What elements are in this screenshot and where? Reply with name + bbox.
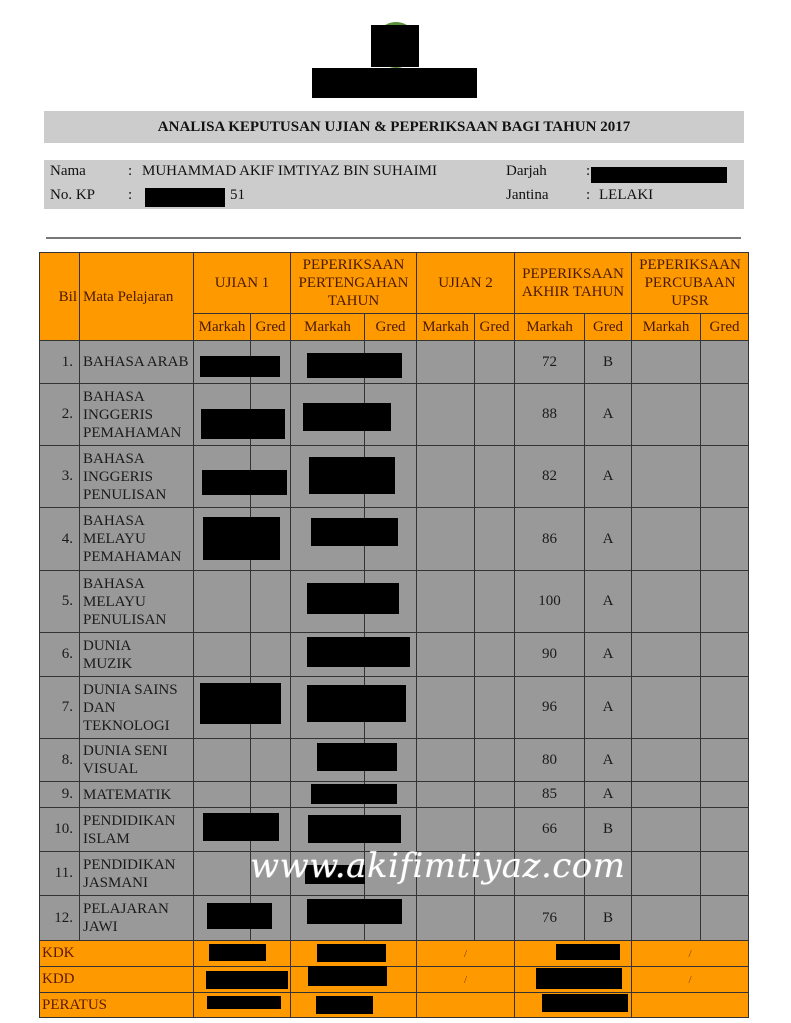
- col-bil: Bil: [40, 253, 80, 341]
- watermark: www.akifimtiyaz.com: [250, 846, 626, 886]
- footer-label: PERATUS: [40, 993, 194, 1018]
- akhir-markah: 82: [515, 446, 585, 508]
- sub-markah: Markah: [632, 314, 701, 341]
- row-bil: 4.: [40, 508, 80, 571]
- row-bil: 5.: [40, 571, 80, 633]
- row-subject: DUNIA MUZIK: [80, 633, 194, 677]
- akhir-markah: 96: [515, 677, 585, 739]
- col-percubaan: PEPERIKSAAN PERCUBAAN UPSR: [632, 253, 749, 314]
- akhir-markah: 86: [515, 508, 585, 571]
- sub-gred: Gred: [251, 314, 291, 341]
- redaction: [317, 944, 386, 962]
- row-subject: DUNIA SAINS DAN TEKNOLOGI: [80, 677, 194, 739]
- col-akhir: PEPERIKSAAN AKHIR TAHUN: [515, 253, 632, 314]
- row-subject: BAHASA MELAYU PENULISAN: [80, 571, 194, 633]
- footer-row-peratus: [40, 993, 749, 1018]
- redaction: [203, 517, 280, 560]
- redaction: [317, 743, 397, 771]
- sub-gred: Gred: [475, 314, 515, 341]
- redaction: [209, 944, 266, 961]
- row-bil: 2.: [40, 384, 80, 446]
- divider: [46, 237, 741, 239]
- akhir-markah: 76: [515, 896, 585, 941]
- nokp-value-visible: 51: [230, 187, 245, 203]
- redaction: [311, 784, 397, 804]
- upsr-value: /: [632, 967, 749, 993]
- row-subject: MATEMATIK: [80, 782, 194, 808]
- redaction: [206, 971, 288, 989]
- sub-gred: Gred: [701, 314, 749, 341]
- redaction: [308, 966, 387, 986]
- row-subject: DUNIA SENI VISUAL: [80, 739, 194, 782]
- row-bil: 10.: [40, 808, 80, 852]
- redaction: [207, 996, 281, 1009]
- akhir-gred: A: [585, 633, 632, 677]
- akhir-markah: 66: [515, 808, 585, 852]
- akhir-gred: A: [585, 739, 632, 782]
- upsr-value: /: [632, 941, 749, 967]
- row-bil: 3.: [40, 446, 80, 508]
- jantina-value: LELAKI: [599, 187, 654, 203]
- akhir-gred: A: [585, 571, 632, 633]
- akhir-markah: 72: [515, 341, 585, 384]
- redaction: [307, 583, 399, 614]
- akhir-markah: 90: [515, 633, 585, 677]
- ujian2-value: /: [417, 941, 515, 967]
- sub-markah: Markah: [291, 314, 365, 341]
- redaction: [307, 685, 406, 722]
- nokp-redaction: [145, 188, 225, 207]
- footer-row-kdd: [40, 967, 749, 993]
- nokp-label: No. KP: [50, 187, 96, 203]
- akhir-gred: B: [585, 896, 632, 941]
- row-bil: 9.: [40, 782, 80, 808]
- row-subject: PENDIDIKAN ISLAM: [80, 808, 194, 852]
- footer-label: KDD: [40, 967, 194, 993]
- akhir-gred: A: [585, 384, 632, 446]
- col-ujian2: UJIAN 2: [417, 253, 515, 314]
- row-subject: BAHASA INGGERIS PENULISAN: [80, 446, 194, 508]
- sub-gred: Gred: [365, 314, 417, 341]
- redaction: [203, 813, 279, 841]
- row-bil: 1.: [40, 341, 80, 384]
- darjah-sep: :: [586, 163, 591, 179]
- redaction: [542, 994, 628, 1012]
- school-name-redaction: [312, 68, 477, 98]
- col-ujian1: UJIAN 1: [194, 253, 291, 314]
- nokp-sep: :: [128, 187, 133, 203]
- nama-value: MUHAMMAD AKIF IMTIYAZ BIN SUHAIMI: [142, 163, 438, 179]
- redaction: [307, 353, 402, 378]
- ujian2-value: /: [417, 967, 515, 993]
- akhir-markah: 85: [515, 782, 585, 808]
- sub-gred: Gred: [585, 314, 632, 341]
- darjah-redaction: [591, 167, 727, 183]
- nama-label: Nama: [50, 163, 86, 179]
- akhir-markah: 88: [515, 384, 585, 446]
- ujian2-value: [417, 993, 515, 1018]
- col-pertengahan: PEPERIKSAAN PERTENGAHAN TAHUN: [291, 253, 417, 314]
- footer-row-kdk: [40, 941, 749, 967]
- redaction: [556, 944, 620, 960]
- jantina-label: Jantina: [506, 187, 549, 203]
- akhir-gred: A: [585, 446, 632, 508]
- akhir-gred: A: [585, 508, 632, 571]
- redaction: [536, 968, 622, 989]
- redaction: [309, 457, 395, 494]
- row-bil: 12.: [40, 896, 80, 941]
- akhir-markah: 80: [515, 739, 585, 782]
- row-subject: BAHASA ARAB: [80, 341, 194, 384]
- darjah-label: Darjah: [506, 163, 547, 179]
- upsr-value: [632, 993, 749, 1018]
- redaction: [200, 683, 281, 724]
- redaction: [200, 356, 280, 377]
- akhir-gred: B: [585, 808, 632, 852]
- jantina-sep: :: [586, 187, 591, 203]
- row-subject: PELAJARAN JAWI: [80, 896, 194, 941]
- redaction: [307, 899, 402, 924]
- redaction: [207, 903, 272, 929]
- table-row: [40, 384, 749, 446]
- redaction: [316, 996, 373, 1014]
- akhir-gred: A: [585, 782, 632, 808]
- row-bil: 7.: [40, 677, 80, 739]
- akhir-gred: B: [585, 341, 632, 384]
- sub-markah: Markah: [417, 314, 475, 341]
- col-subject: Mata Pelajaran: [80, 253, 194, 341]
- akhir-markah: 100: [515, 571, 585, 633]
- row-subject: PENDIDIKAN JASMANI: [80, 852, 194, 896]
- akhir-gred: A: [585, 677, 632, 739]
- row-bil: 11.: [40, 852, 80, 896]
- report-title: ANALISA KEPUTUSAN UJIAN & PEPERIKSAAN BAGI TAHUN 2017: [44, 111, 744, 143]
- logo-redaction: [371, 25, 419, 67]
- row-subject: BAHASA INGGERIS PEMAHAMAN: [80, 384, 194, 446]
- nama-sep: :: [128, 163, 133, 179]
- redaction: [311, 518, 398, 546]
- redaction: [303, 403, 391, 431]
- row-bil: 8.: [40, 739, 80, 782]
- sub-markah: Markah: [515, 314, 585, 341]
- redaction: [201, 409, 285, 439]
- row-subject: BAHASA MELAYU PEMAHAMAN: [80, 508, 194, 571]
- redaction: [308, 815, 401, 843]
- redaction: [307, 637, 410, 667]
- row-bil: 6.: [40, 633, 80, 677]
- sub-markah: Markah: [194, 314, 251, 341]
- footer-label: KDK: [40, 941, 194, 967]
- redaction: [202, 470, 287, 495]
